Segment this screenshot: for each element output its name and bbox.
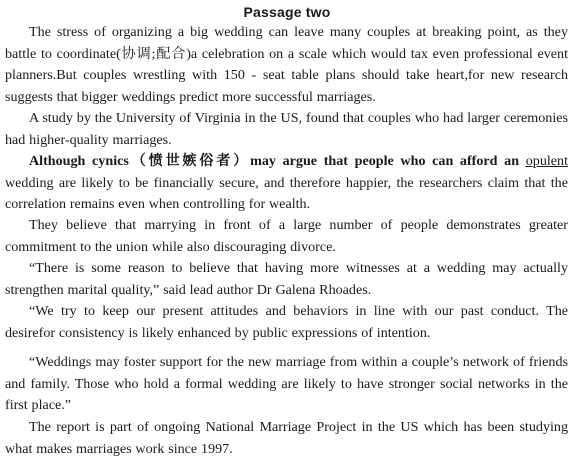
paragraph-2: A study by the University of Virginia in the US, found that couples who had larger ceremonies had higher-quality marriages. <box>5 110 568 148</box>
paragraph-6: “We try to keep our present attitudes and behaviors in line with our past conduct. The desirefor consistency is likely enhanced by public expressions of intention. <box>5 303 568 341</box>
paragraph-1: The stress of organizing a big wedding can leave many couples at breaking point, as they battle to coordinate(协调;配合)a celebration on a scale which would tax even professional event planners.But couples wrestling with 150 - seat table plans should take heart,for new research suggests that bigger weddings predict more successful marriages. <box>5 24 568 105</box>
paragraph-5: “There is some reason to believe that having more witnesses at a wedding may actually strengthen marital quality,” said lead author Dr Galena Rhoades. <box>5 260 568 298</box>
paragraph-3 <box>5 151 568 216</box>
paragraph-3-rest: wedding are likely to be financially secure, and therefore happier, the researchers claim that the correlation remains even when controlling for wealth. <box>5 174 568 213</box>
underlined-word-opulent: opulent <box>525 153 568 169</box>
paragraph-4: They believe that marrying in front of a large number of people demonstrates greater commitment to the union while also discouraging divorce. <box>5 217 568 255</box>
passage-title: Passage two <box>243 4 331 20</box>
paragraph-8: The report is part of ongoing National Marriage Project in the US which has been studying what makes marriages work since 1997. <box>5 419 568 457</box>
paragraph-7: “Weddings may foster support for the new marriage from within a couple’s network of friends and family. Those who hold a formal wedding are likely to have stronger social networks in the first place.” <box>5 354 568 414</box>
paragraph-3-bold-lead: Although cynics（愤世嫉俗者）may argue that people who can afford an <box>29 153 520 169</box>
